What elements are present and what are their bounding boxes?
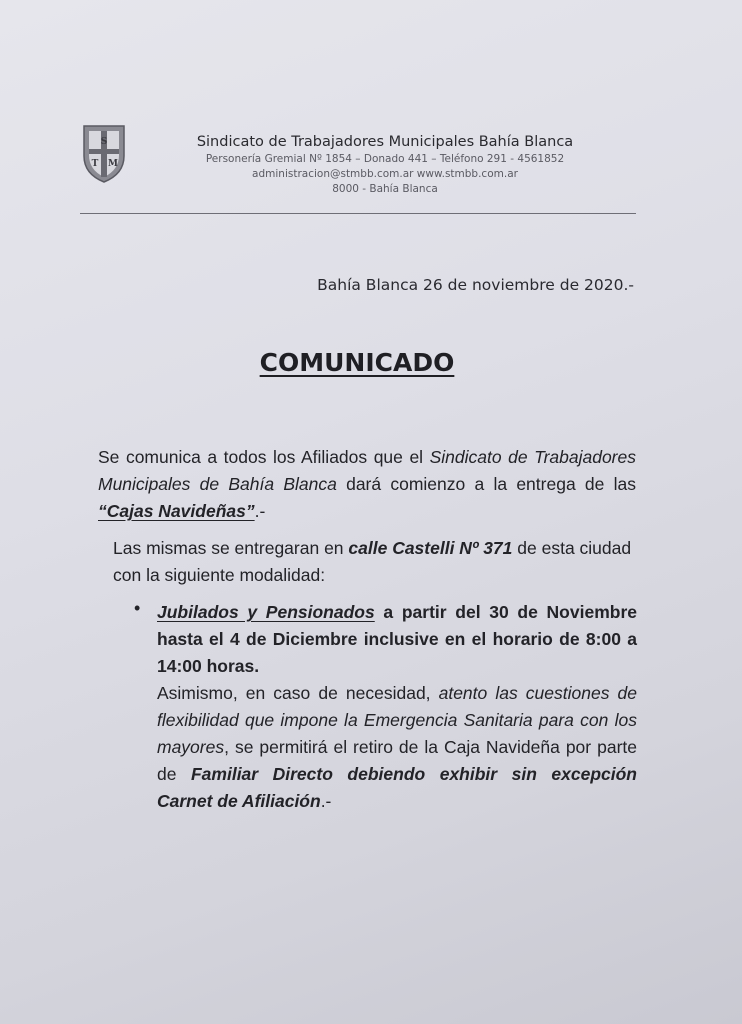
letterhead — [150, 132, 620, 197]
p2-text-1: Las mismas se entregaran en — [113, 538, 349, 558]
svg-text:T: T — [91, 159, 99, 169]
title-text: COMUNICADO — [259, 348, 455, 377]
p1-text-end: .- — [254, 501, 266, 521]
org-name: Sindicato de Trabajadores Municipales Bahía Blanca — [196, 134, 574, 150]
p2-text-2: de esta ciudad con la siguiente modalidad: — [113, 538, 632, 585]
p1-text-2: dará comienzo a la entrega de las — [336, 474, 637, 494]
details-end: .- — [320, 791, 332, 811]
details-text-2: , se permitirá el retiro de la Caja Navideña por parte de — [157, 737, 637, 784]
document-title — [0, 348, 714, 377]
details-text-1: Asimismo, en caso de necesidad, — [157, 683, 439, 703]
union-logo-icon — [80, 122, 128, 184]
document-date: Bahía Blanca 26 de noviembre de 2020.- — [317, 276, 634, 294]
bullet-item-details — [157, 680, 637, 815]
bullet-marker: • — [134, 598, 141, 618]
p2-address: calle Castelli Nº 371 — [348, 538, 513, 558]
svg-text:S: S — [100, 137, 108, 147]
org-contact-line: administracion@stmbb.com.ar www.stmbb.com.ar — [252, 168, 518, 180]
bullet-item-schedule — [157, 599, 637, 680]
p1-union-name: Sindicato de Trabajadores Municipales de Bahía Blanca — [98, 447, 636, 494]
bullet-schedule: a partir del 30 de Noviembre hasta el 4 de Diciembre inclusive en el horario de 8:00 a 14:00 horas. — [157, 602, 637, 676]
paragraph-announcement — [98, 444, 636, 525]
details-italic: atento las cuestiones de flexibilidad que impone la Emergencia Sanitaria para con los mayores — [157, 683, 637, 757]
paragraph-location — [113, 535, 636, 589]
p1-boxes-name: “Cajas Navideñas” — [98, 501, 255, 521]
bullet-retirees: Jubilados y Pensionados — [157, 602, 375, 622]
org-city-line: 8000 - Bahía Blanca — [332, 183, 438, 195]
header-divider — [80, 213, 636, 214]
p1-text-1: Se comunica a todos los Afiliados que el — [98, 447, 430, 467]
details-bold: Familiar Directo debiendo exhibir sin excepción Carnet de Afiliación — [157, 764, 638, 811]
svg-text:M: M — [108, 159, 118, 169]
org-registration-line: Personería Gremial Nº 1854 – Donado 441 – Teléfono 291 - 4561852 — [205, 153, 565, 165]
